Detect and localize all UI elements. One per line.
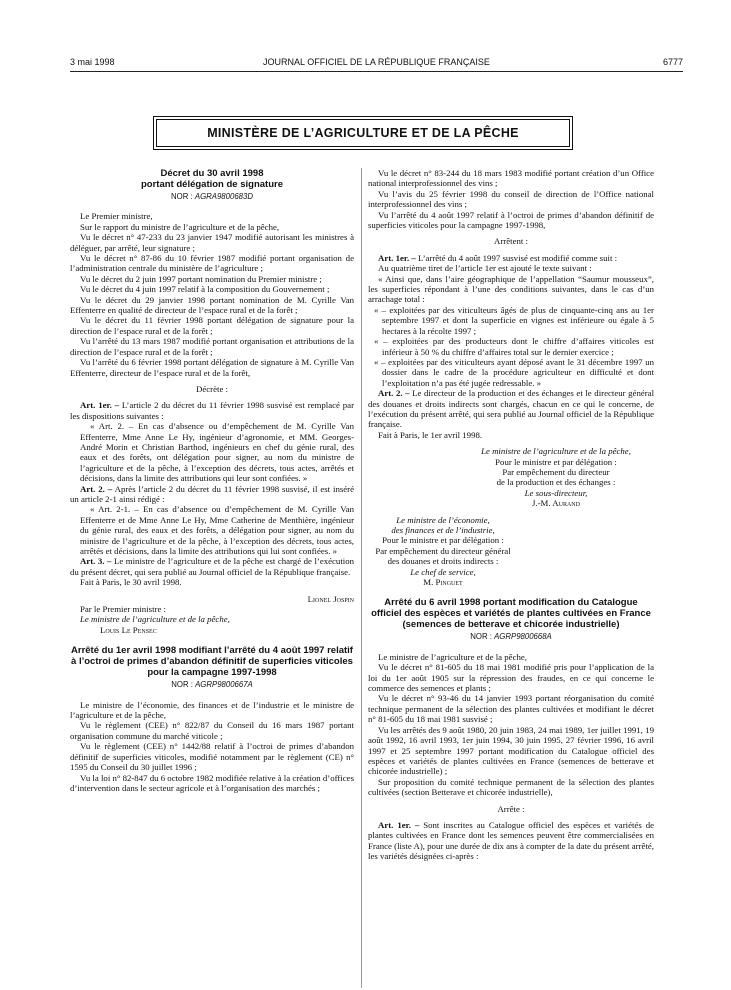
paragraph: Vu l’arrêté du 4 août 1997 relatif à l’octroi de primes d’abandon définitif de superficies viticoles pour la campagne 1997-1998, <box>368 209 654 231</box>
paragraph: Vu le règlement (CEE) n° 1442/88 relatif à l’octroi de primes d’abandon définitif de superficies viticoles, modifié notamment par le règlement (CE) n° 1595 du Conseil du 30 juillet 1996 ; <box>70 741 354 773</box>
header-date: 3 mai 1998 <box>70 57 115 67</box>
article-1: Art. 1er. – L’arrêté du 4 août 1997 susvisé est modifié comme suit : <box>378 252 618 263</box>
minister-label: Le ministre de l’agriculture et de la pêche, <box>80 614 230 625</box>
paragraph: Vu le décret du 2 juin 1997 portant nomination du Premier ministre ; <box>80 273 322 284</box>
signature-block-agriculture: Le ministre de l’agriculture et de la pêche, Pour le ministre et par délégation : Par empêchement du directeur de la production et des échanges : Le sous-directeur, J.-M. Aurand <box>368 446 654 508</box>
arretent-heading: Arrêtent : <box>494 236 528 247</box>
arrete-heading: Arrête : <box>497 803 525 814</box>
paragraph: Le ministre de l’économie, des finances et de l’industrie et le ministre de l’agriculture et de la pêche, <box>70 699 354 721</box>
quoted-article: « Art. 2. – En cas d’absence ou d’empêchement de M. Cyrille Van Effenterre, Mme Anne Le Hy, ingénieur d’agronomie, et MM. Georges-André Morin et Christian Barthod, ingénieurs en chef du génie rural, des eaux et des forêts, ont délégation pour signer, au nom du ministre de l’agriculture et de la pêche, à l’exception des décrets, tous actes, arrêtés et décisions, dans la limite des attributions qui leur sont confiées. » <box>80 421 354 484</box>
article-3: Art. 3. – Le ministre de l’agriculture et de la pêche est chargé de l’exécution du présent décret, qui sera publié au Journal officiel de la République française. <box>70 556 355 577</box>
article-2: Art. 2. – Le directeur de la production et des échanges et le directeur général des douanes et droits indirects sont chargés, chacun en ce qui le concerne, de l’exécution du présent arrêté, qui sera publié au Journal officiel de la République française. <box>368 388 655 430</box>
paragraph: Vu l’avis du 25 février 1998 du conseil de direction de l’Office national interprofessionnel des vins ; <box>368 188 654 210</box>
article-1: Art. 1er. – L’article 2 du décret du 11 février 1998 susvisé est remplacé par les dispositions suivantes : <box>70 400 354 421</box>
fait-a-paris: Fait à Paris, le 30 avril 1998. <box>80 577 182 588</box>
right-column <box>368 168 654 862</box>
signature-intro: Par le Premier ministre : <box>80 604 166 615</box>
dash-item: « – exploitées par des viticulteurs ayant déposé avant le 31 décembre 1997 un dossier dans le cadre de la procédure agriculteur en difficulté et dont l’exploitation n’a pas été jugée redressable. » <box>374 356 654 388</box>
page-header <box>70 57 683 71</box>
paragraph: Vu le décret n° 93-46 du 14 janvier 1993 portant réorganisation du comité technique permanent de la sélection des plantes cultivées et modifiant le décret n° 81-605 du 18 mai 1981 susvisé ; <box>368 693 654 725</box>
article-1: Art. 1er. – Sont inscrites au Catalogue officiel des espèces et variétés de plantes cultivées en France dont les semences peuvent être commercialisées en France (liste A), pour une durée de dix ans à compter de la date du présent arrêté, les variétés désignées ci-après : <box>368 819 654 862</box>
paragraph: Le Premier ministre, <box>80 211 153 222</box>
article-2: Art. 2. – Après l’article 2 du décret du 11 février 1998 susvisé, il est inséré un article 2-1 ainsi rédigé : <box>70 483 355 504</box>
paragraph: Vu le décret n° 81-605 du 18 mai 1981 modifié pris pour l’application de la loi du 1er août 1905 sur la répression des fraudes, en ce qui concerne le commerce des semences et plants ; <box>368 662 654 694</box>
dash-item: « – exploitées par des producteurs dont le chiffre d’affaires viticoles est inférieur à 50 % du chiffre d’affaires total sur le dernier exercice ; <box>374 336 654 357</box>
signature-block-economie: Le ministre de l’économie, des finances et de l’industrie, Pour le ministre et par délégation : Par empêchement du directeur général des douanes et droits indirects : Le chef de service, M. Pinguet <box>368 515 518 588</box>
decree-subtitle: portant délégation de signature <box>141 179 283 190</box>
header-page-number: 6777 <box>662 57 683 67</box>
fait-a-paris: Fait à Paris, le 1er avril 1998. <box>378 429 483 440</box>
paragraph: Vu le décret du 4 juin 1997 relatif à la composition du Gouvernement ; <box>80 284 330 295</box>
arrete-title: Arrêté du 1er avril 1998 modifiant l’arrêté du 4 août 1997 relatif à l’octroi de primes d’abandon définitif de superficies viticoles pour la campagne 1997-1998 <box>71 645 353 679</box>
paragraph: Vu l’arrêté du 13 mars 1987 modifié portant organisation et attributions de la direction de l’espace rural et de la forêt ; <box>70 336 354 357</box>
paragraph: Vu les arrêtés des 9 août 1980, 20 juin 1983, 24 mai 1989, 1er juillet 1991, 19 août 1992, 16 avril 1993, 1er juin 1994, 30 juin 1995, 27 février 1996, 16 avril 1997 et 25 septembre 1997 portant modification du Catalogue officiel des espèces et variétés de plantes cultivées en France (semences de betterave et chicorée industrielle) ; <box>368 724 654 777</box>
paragraph: Vu l’arrêté du 6 février 1998 portant délégation de signature à M. Cyrille Van Effenterre, directeur de l’espace rural et de la forêt, <box>70 357 354 378</box>
paragraph: Sur proposition du comité technique permanent de la sélection des plantes cultivées (section Betterave et chicorée industrielle), <box>368 776 654 798</box>
arrete-2-nor: NOR : AGRP9800668A <box>470 632 552 642</box>
header-rule <box>70 71 683 72</box>
paragraph: Vu la loi n° 82-847 du 6 octobre 1982 modifiée relative à la création d’offices d’intervention dans le secteur agricole et à l’organisation des marchés ; <box>70 772 354 793</box>
signature-le-pensec: Louis Le Pensec <box>100 624 157 635</box>
signature-pinguet: M. Pinguet <box>423 577 463 588</box>
paragraph: Au quatrième tiret de l’article 1er est ajouté le texte suivant : <box>378 263 592 274</box>
paragraph: Le ministre de l’agriculture et de la pêche, <box>378 651 527 662</box>
paragraph: Vu le décret n° 87-86 du 10 février 1987 modifié portant organisation de l’administration centrale du ministère de l’agriculture ; <box>70 253 354 274</box>
header-journal-title: JOURNAL OFFICIEL DE LA RÉPUBLIQUE FRANÇAISE <box>263 57 490 67</box>
decrete-heading: Décrète : <box>196 383 228 394</box>
paragraph: Vu le décret n° 47-233 du 23 janvier 1947 modifié autorisant les ministres à déléguer, par arrêté, leur signature ; <box>70 232 354 253</box>
paragraph: Vu le décret n° 83-244 du 18 mars 1983 modifié portant création d’un Office national interprofessionnel des vins ; <box>368 168 654 189</box>
arrete-nor: NOR : AGRP9800667A <box>171 680 253 690</box>
ministry-banner: MINISTÈRE DE L’AGRICULTURE ET DE LA PÊCHE <box>156 119 570 147</box>
decree-title: Décret du 30 avril 1998 <box>160 168 264 179</box>
quoted-text: « Ainsi que, dans l’aire géographique de l’appellation “Saumur mousseux”, les superficies répondant à l’une des conditions suivantes, dans le cas d’un arrachage total : <box>368 273 654 305</box>
left-column <box>70 168 354 793</box>
decree-nor: NOR : AGRA9800683D <box>171 192 253 201</box>
paragraph: Vu le décret du 29 janvier 1998 portant nomination de M. Cyrille Van Effenterre en qualité de directeur de l’espace rural et de la forêt ; <box>70 294 354 316</box>
paragraph: Sur le rapport du ministre de l’agriculture et de la pêche, <box>80 221 280 232</box>
arrete-2-title: Arrêté du 6 avril 1998 portant modification du Catalogue officiel des espèces et variétés de plantes cultivées en France (semences de betterave et chicorée industrielle) <box>371 597 651 631</box>
signature-aurand: J.-M. Aurand <box>532 498 580 509</box>
paragraph: Vu le décret du 11 février 1998 portant délégation de signature pour la direction de l’espace rural et de la forêt ; <box>70 315 354 336</box>
column-divider <box>361 168 362 988</box>
signature-jospin: Lionel Jospin <box>307 593 354 604</box>
dash-item: « – exploitées par des viticulteurs âgés de plus de cinquante-cinq ans au 1er septembre 1997 et dont la superficie en vignes est inférieure ou égale à 5 hectares à la récolte 1997 ; <box>374 304 654 336</box>
quoted-article: « Art. 2-1. – En cas d’absence ou d’empêchement de M. Cyrille Van Effenterre et de Mme Anne Le Hy, Mme Catherine de Menthière, ingénieur du génie rural, des eaux et des forêts, a délégation pour signer, au nom du ministre de l’agriculture et de la pêche, à l’exception des décrets, tous actes, arrêtés et décisions, dans la limite des attributions qui lui sont confiées. » <box>80 504 354 556</box>
paragraph: Vu le règlement (CEE) n° 822/87 du Conseil du 16 mars 1987 portant organisation commune du marché viticole ; <box>70 720 354 741</box>
